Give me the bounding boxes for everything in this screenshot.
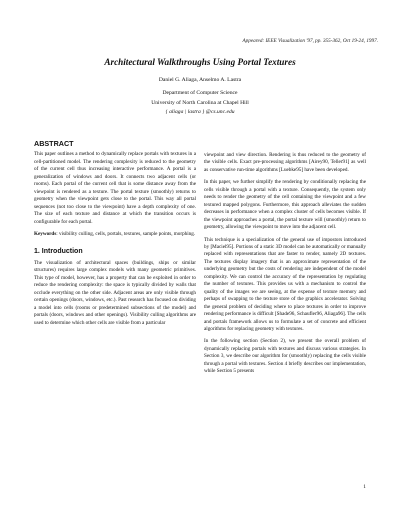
intro-heading: 1. Introduction (34, 248, 83, 256)
keywords (34, 231, 196, 238)
publication-note: Appeared: IEEE Visualization '97, pp. 355-362, Oct 19-24, 1997. (242, 38, 378, 44)
intro-body: The visualization of architectural spaces (buildings, ships or similar structures) requires large complex models with many geometric primitives. This type of model, however, has a property that can be exploited in order to reduce the rendering complexity: the space is typically divided by walls that occlude everything on the other side. Adjacent areas are only visible through certain openings (doors, windows, etc.). Past research has focused on dividing a model into cells (rooms or predetermined subsections of the model) and portals (doors, windows and other openings). Visibility culling algorithms are used to determine which other cells are visible from a particular (34, 259, 196, 326)
author-block (0, 76, 400, 118)
authors: Daniel G. Aliaga, Anselmo A. Lastra (158, 77, 242, 83)
right-column (204, 152, 366, 381)
right-paragraph-4: In the following section (Section 2), we present the overall problem of dynamically replacing portals with textures and discuss various strategies. In Section 3, we describe our algorithm for (smoothly) replacing the cells visible through a portal with textures. Section 4 briefly describes our implementation, while Section 5 presents (204, 338, 366, 375)
left-column (34, 140, 196, 332)
department: Department of Computer Science (162, 90, 238, 97)
right-paragraph-3: This technique is a specialization of the general use of impostors introduced by [Maciel95]. Portions of a static 3D model can be automatically or manually replaced with representations that are faster to render, namely 2D textures. The textures display imagery that is an approximate representation of the underlying geometry but the costs of rendering are independent of the model complexity. We can control the accuracy of the representation by regulating the number of textures. This provides us with a mechanism to control the quality of the images we are seeing, at the expense of texture memory and perhaps of swapping to the texture store of the graphics accelerator. Solving the general problem of deciding where to place textures in order to improve rendering performance is difficult [Shade96, Schaufler96, Aliaga96]. The cells and portals framework allows us to formulate a set of concrete and efficient algorithms for replacing geometry with textures. (204, 236, 366, 332)
right-paragraph-2: In this paper, we further simplify the rendering by conditionally replacing the cells visible through a portal with a texture. Consequently, the system only needs to render the geometry of the cell containing the viewpoint and a few textured mapped polygons. Furthermore, this approach alleviates the sudden decreases in performance when a complex cluster of cells becomes visible. If the viewpoint approaches a portal, the portal texture will (smoothly) return to geometry, allowing the viewpoint to move into the adjacent cell. (204, 179, 366, 231)
paper-title: Architectural Walkthroughs Using Portal Textures (104, 57, 296, 67)
page-number: 1 (363, 484, 366, 490)
abstract-body: This paper outlines a method to dynamically replace portals with textures in a cell-partitioned model. The rendering complexity is reduced to the geometry of the current cell thus increasing interactive performance. A portal is a generalization of windows and doors. It connects two adjacent cells (or rooms). Each portal of the current cell that is some distance away from the viewpoint is rendered as a texture. The portal texture (smoothly) returns to geometry when the viewpoint gets close to the portal. This way all portal sequences (not too close to the viewpoint) have a depth complexity of one. The size of each texture and distance at which the transition occurs is configurable for each portal. (34, 151, 196, 225)
email: { aliaga | lastra } @cs.unc.edu (165, 109, 235, 116)
keywords-label: Keywords (34, 230, 57, 237)
university: University of North Carolina at Chapel Hill (151, 99, 249, 106)
right-paragraph-1: viewpoint and view direction. Rendering is thus reduced to the geometry of the visible cells. Exact pre-processing algorithms [Airey90, Teller91] as well as conservative run-time algorithms [Luebke95] have been developed. (204, 152, 366, 173)
keywords-list: : visibility culling, cells, portals, textures, sample points, morphing. (56, 230, 196, 237)
abstract-heading: ABSTRACT (34, 139, 74, 148)
